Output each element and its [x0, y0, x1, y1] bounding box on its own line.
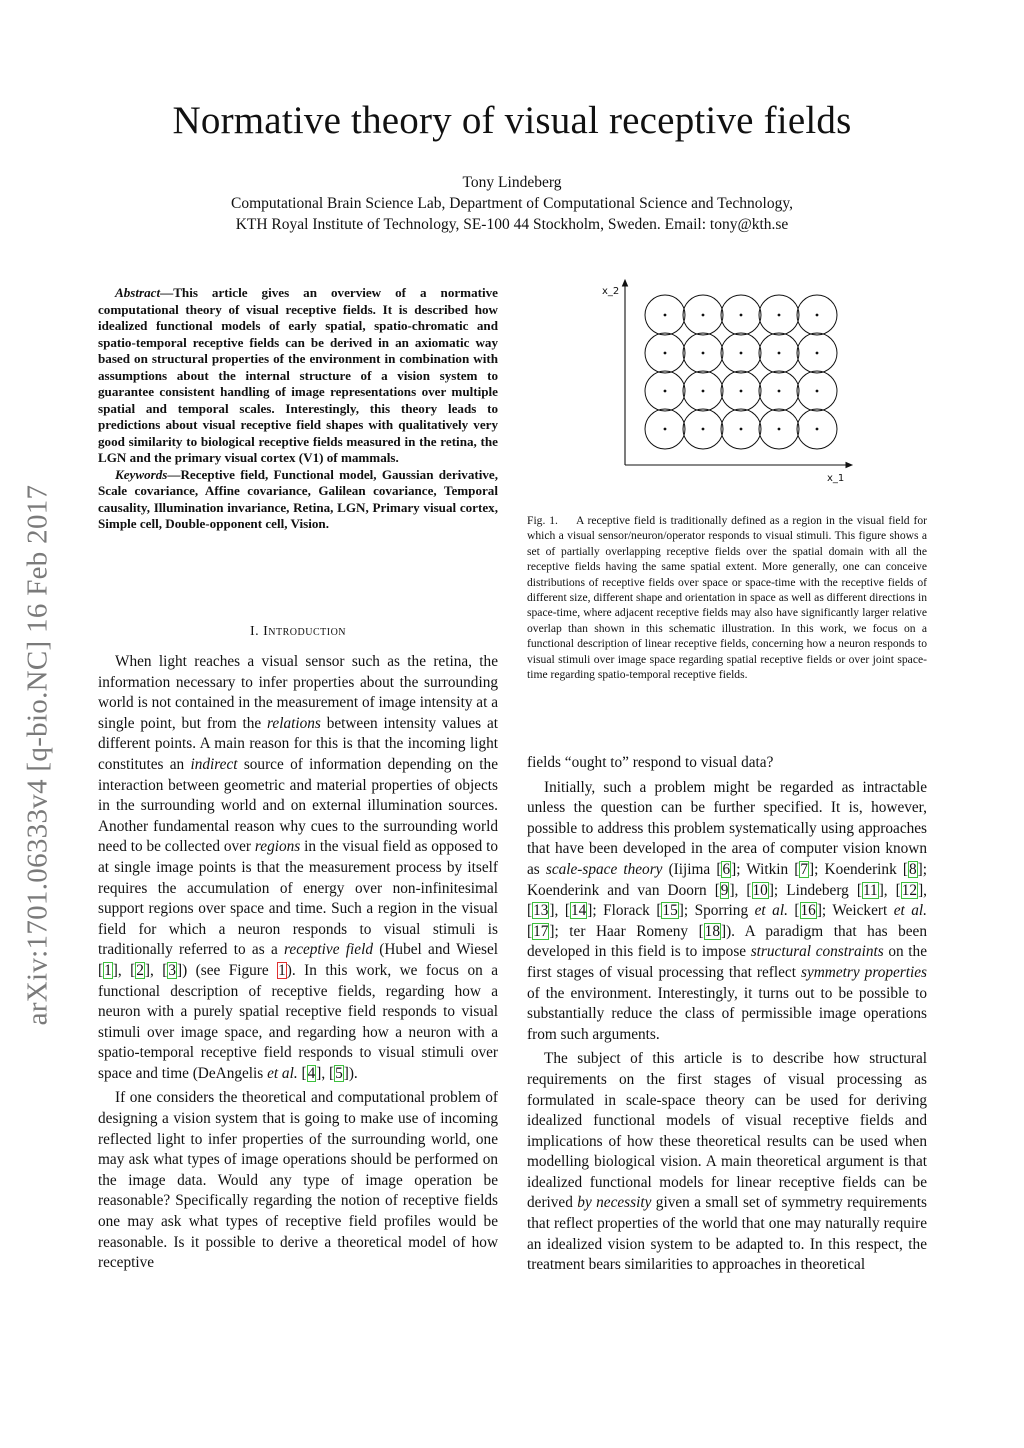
text-run: ], [ — [729, 881, 752, 899]
text-run: (Hubel and Wiesel [ — [98, 941, 499, 979]
receptive-field-center — [702, 314, 705, 317]
receptive-field-center — [740, 428, 743, 431]
text-run: ]; Florack [ — [587, 902, 662, 920]
receptive-field-diagram — [590, 270, 860, 490]
receptive-field-center — [702, 352, 705, 355]
emphasis: regions — [254, 838, 301, 856]
figure-1 — [590, 270, 860, 490]
figure-1-caption — [527, 513, 927, 682]
receptive-field-center — [664, 314, 667, 317]
citation-link[interactable]: 13 — [533, 902, 549, 920]
text-run: ], [ — [144, 961, 168, 979]
keywords-text: —Receptive field, Functional model, Gaussian derivative, Scale covariance, Affine covariance, Galilean covariance, Temporal causality, Illumination invariance, Retina, LGN, Primary visual cortex, Simple cell, Double-opponent cell, Vision. — [98, 466, 498, 531]
receptive-field-center — [816, 314, 819, 317]
affiliation-line-1: Computational Brain Science Lab, Department of Computational Science and Technology, — [231, 195, 793, 212]
text-run: ]) (see Figure — [177, 961, 278, 979]
citation-link[interactable]: 4 — [307, 1064, 316, 1082]
receptive-field-center — [778, 352, 781, 355]
emphasis: scale-space theory — [545, 860, 663, 878]
citation-link[interactable]: 5 — [335, 1064, 343, 1082]
text-run: ]; Koenderink [ — [809, 860, 908, 878]
emphasis: by necessity — [577, 1194, 652, 1212]
text-run: ]; Lindeberg [ — [768, 881, 862, 899]
section-number: I. — [249, 624, 260, 639]
figure-reference-link[interactable]: 1 — [278, 961, 286, 979]
citation-link[interactable]: 11 — [862, 881, 878, 899]
citation-link[interactable]: 3 — [168, 961, 177, 979]
intro-paragraph-1 — [98, 652, 498, 1084]
emphasis: receptive field — [284, 941, 373, 959]
citation-link[interactable]: 15 — [662, 902, 678, 920]
x1-axis-label: x_1 — [827, 473, 845, 484]
receptive-field-grid — [645, 295, 837, 449]
text-run: source of information depending on the interaction between geometric and material properties of objects in the surrounding world and on external illumination sources. Another fundamental reason why cues to the surrounding world need to be collected over — [98, 755, 498, 856]
intro-paragraph-2: If one considers the theoretical and computational problem of designing a vision system that is going to make use of incoming reflected light to infer properties of the surrounding world, one may ask what types of image operations should be performed on the image data. Would any type of image operation be reasonable? Specifically regarding the notion of receptive fields one may ask what types of receptive field profiles would be reasonable. Is it possible to derive a theoretical model of how receptive — [98, 1089, 498, 1272]
receptive-field-center — [664, 428, 667, 431]
receptive-field-center — [816, 428, 819, 431]
citation-link[interactable]: 10 — [752, 881, 768, 899]
keywords-paragraph — [98, 467, 498, 533]
receptive-field-center — [778, 390, 781, 393]
citation-link[interactable]: 16 — [800, 902, 816, 920]
citation-link[interactable]: 6 — [722, 860, 731, 878]
citation-link[interactable]: 8 — [908, 860, 917, 878]
emphasis: et al. — [754, 902, 788, 920]
text-run: on the first stages of visual processing that reflect — [527, 943, 927, 981]
text-run: Initially, such a problem might be regarded as intractable unless the question can be further specified. It is, however, possible to address this problem systematically using approaches that have been developed in the area of computer vision known as — [527, 778, 927, 878]
text-run: given a small set of symmetry requirements that reflect properties of the world that one may naturally require an idealized vision system to be adapted to. In this respect, the treatment bears similarities to approaches in theoretical — [527, 1194, 927, 1274]
text-run: [ — [527, 922, 533, 940]
receptive-field-center — [664, 352, 667, 355]
text-run: ]; ter Haar Romeny [ — [549, 922, 704, 940]
citation-link[interactable]: 1 — [104, 961, 112, 979]
citation-link[interactable]: 12 — [901, 881, 918, 899]
text-run: ], [ — [527, 881, 927, 920]
introduction-body — [98, 652, 498, 1278]
citation-link[interactable]: 17 — [533, 922, 549, 940]
receptive-field-center — [740, 390, 743, 393]
receptive-field-center — [816, 352, 819, 355]
right-paragraph-0: fields “ought to” respond to visual data? — [527, 754, 774, 771]
paper-title: Normative theory of visual receptive fields — [172, 99, 852, 142]
text-run: When light reaches a visual sensor such as the retina, the information necessary to infer properties about the surrounding world is not contained in the measurement of image intensity at a single point, but from the — [98, 653, 498, 732]
text-run: in the visual field as opposed to at single image points is that the measurement process by itself requires the accumulation of energy over non-infinitesimal support regions over space and time. Such a region in the visual field for which a neuron responds to visual stimuli is traditionally referred to as a — [98, 838, 498, 959]
citation-link[interactable]: 14 — [570, 902, 587, 920]
citation-link[interactable]: 18 — [704, 922, 720, 940]
section-heading — [98, 624, 498, 640]
text-run: ], [ — [549, 902, 570, 920]
emphasis: indirect — [190, 755, 238, 773]
text-run: [ — [787, 902, 800, 920]
section-title: Introduction — [263, 624, 347, 639]
abstract-text: —This article gives an overview of a normative computational theory of visual receptive fields. It is described how idealized functional models of early spatial, spatio-chromatic and spatio-temporal receptive fields can be derived in an axiomatic way based on structural properties of the environment in combination with assumptions about the internal structure of a vision system to guarantee consistent handling of image representations over multiple spatial and temporal scales. Interestingly, this theory leads to predictions about visual receptive field shapes with qualitatively very good similarity to biological receptive fields measured in the retina, the LGN and the primary visual cortex (V1) of mammals. — [98, 285, 498, 465]
right-paragraph-2 — [527, 1049, 927, 1276]
text-run: ]; Koenderink and van Doorn [ — [527, 860, 927, 899]
emphasis: symmetry properties — [801, 963, 927, 981]
abstract-label: Abstract — [115, 285, 161, 300]
text-run: ]; Sporring — [678, 902, 755, 920]
emphasis: relations — [267, 714, 321, 732]
text-run: [ — [297, 1064, 307, 1082]
receptive-field-center — [740, 352, 743, 355]
text-run: ]; Witkin [ — [731, 860, 800, 878]
right-column-body — [527, 753, 927, 1280]
arxiv-identifier: arXiv:1701.06333v4 [q-bio.NC] 16 Feb 2017 — [21, 484, 54, 1026]
receptive-field-center — [778, 314, 781, 317]
text-run: ). In this work, we focus on a functional description of receptive fields, regarding how a neuron with a purely spatial receptive field responds to visual stimuli over image space, and regarding how a neuron with a spatio-temporal receptive field responds to visual stimuli over space and time (DeAngelis — [98, 961, 498, 1082]
text-run: ], [ — [316, 1064, 335, 1082]
receptive-field-center — [702, 428, 705, 431]
text-run: between intensity values at different points. A main reason for this is that the incoming light constitutes an — [98, 714, 498, 773]
emphasis: structural constraints — [750, 943, 884, 961]
abstract-block — [98, 285, 498, 533]
right-paragraph-1 — [527, 778, 927, 1046]
affiliation-line-2: KTH Royal Institute of Technology, SE-100 44 Stockholm, Sweden. Email: tony@kth.se — [235, 216, 789, 233]
caption-label: Fig. 1. — [527, 514, 558, 527]
text-run: ]). — [343, 1064, 358, 1082]
receptive-field-center — [740, 314, 743, 317]
receptive-field-center — [778, 428, 781, 431]
emphasis: et al. — [267, 1064, 298, 1082]
receptive-field-center — [816, 390, 819, 393]
x2-axis-label: x_2 — [602, 286, 620, 297]
citation-link[interactable]: 7 — [800, 860, 809, 878]
citation-link[interactable]: 9 — [720, 881, 729, 899]
text-run: of the environment. Interestingly, it turns out to be possible to substantially reduce the class of permissible image operations from such arguments. — [527, 984, 927, 1043]
text-run: ], [ — [112, 961, 136, 979]
text-run: The subject of this article is to describe how structural requirements on the first stages of visual processing as formulated in scale-space theory can be used for deriving idealized functional models of visual receptive fields and implications of how these theoretical results can be used when modelling biological vision. A main theoretical argument is that idealized functional models for linear receptive fields can be derived — [527, 1050, 927, 1212]
text-run: ]; Weickert — [816, 902, 894, 920]
emphasis: et al. — [893, 902, 927, 920]
text-run: ]). A paradigm that has been developed in this field is to impose — [527, 922, 927, 961]
keywords-label: Keywords — [115, 466, 168, 482]
caption-text: A receptive field is traditionally defined as a region in the visual field for which a visual sensor/neuron/operator responds to visual stimuli. This figure shows a set of partially overlapping receptive fields over the spatial domain with all the receptive fields having the same spatial extent. More generally, one can conceive distributions of receptive fields over space or space-time with the receptive fields of different size, different shape and orientation in space as well as different directions in space-time, where adjacent receptive fields may also have significantly larger relative overlap than shown in this schematic illustration. In this work, we focus on a functional description of linear receptive fields, concerning how a neuron responds to visual stimuli over image space regarding spatial receptive fields or over joint space-time regarding spatio-temporal receptive fields. — [527, 514, 927, 682]
abstract-paragraph — [98, 285, 498, 467]
citation-link[interactable]: 2 — [136, 961, 144, 979]
receptive-field-center — [702, 390, 705, 393]
author-name: Tony Lindeberg — [462, 174, 562, 191]
receptive-field-center — [664, 390, 667, 393]
text-run: ], [ — [878, 881, 901, 899]
text-run: (Iijima [ — [662, 860, 722, 878]
